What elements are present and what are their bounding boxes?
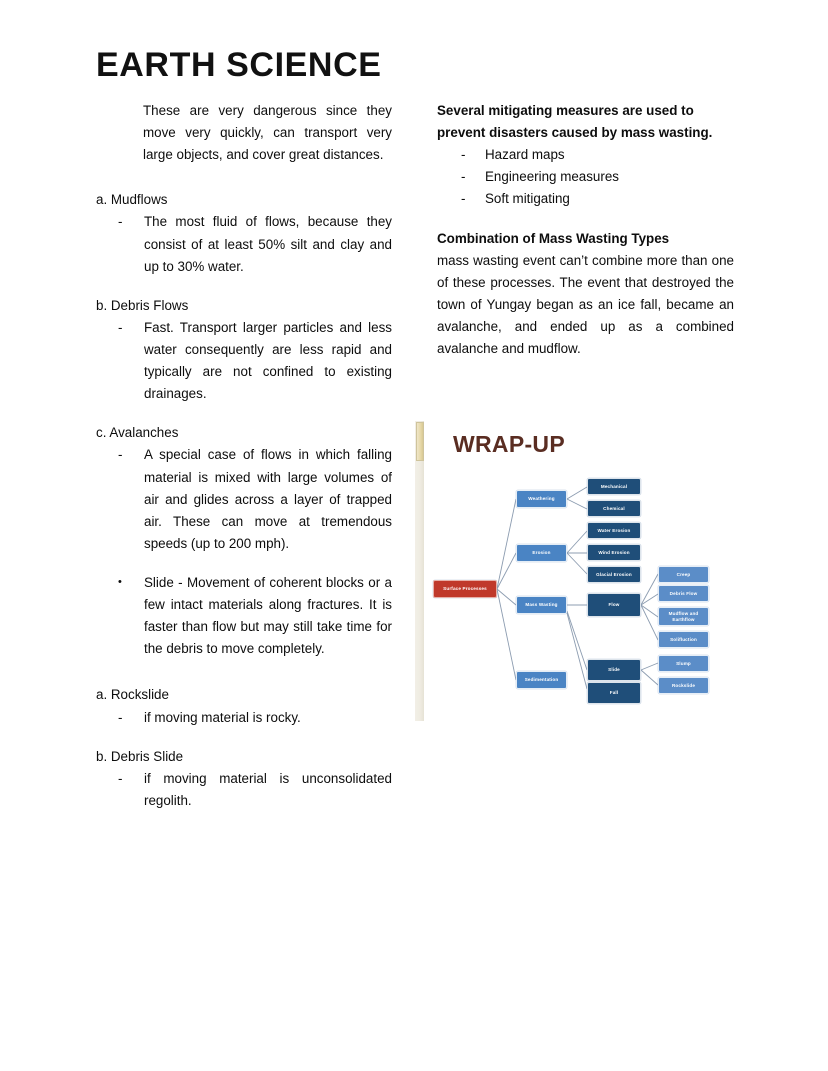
list-item-text: Engineering measures (485, 169, 619, 185)
spacer (96, 172, 392, 189)
section-heading-avalanches: c. Avalanches (96, 425, 179, 441)
node-glacial-erosion: Glacial Erosion (587, 566, 641, 583)
node-rockslide: Rockslide (658, 677, 709, 694)
intro-paragraph: These are very dangerous since they move very quickly, can transport very large objects, and cover great distances. (143, 103, 392, 163)
list-item-text: Slide - Movement of coherent blocks or a few intact materials along fractures. It is faster than flow but may still take time for the debris to move completely. (144, 574, 392, 657)
node-debris-flow: Debris Flow (658, 585, 709, 602)
list-item-slide (96, 572, 392, 660)
dash-marker: - (118, 447, 123, 463)
page-title: EARTH SCIENCE (96, 46, 382, 84)
mitigation-heading: Several mitigating measures are used to prevent disasters caused by mass wasting. (437, 103, 713, 141)
section-heading-mudflows: a. Mudflows (96, 192, 168, 208)
slide-title: WRAP-UP (453, 431, 565, 457)
list-item-text: Soft mitigating (485, 191, 570, 207)
node-slide: Slide (587, 659, 641, 681)
dash-marker: - (118, 709, 123, 725)
node-sedimentation: Sedimentation (516, 671, 567, 689)
section-heading-rockslide: a. Rockslide (96, 687, 169, 703)
spacer (96, 555, 392, 572)
spacer (96, 729, 392, 746)
node-mechanical: Mechanical (587, 478, 641, 495)
dash-marker: - (118, 214, 123, 230)
section-heading-debris-flows: b. Debris Flows (96, 297, 189, 313)
node-mass-wasting: Mass Wasting (516, 596, 567, 614)
node-creep: Creep (658, 566, 709, 583)
list-item-text: Fast. Transport larger particles and less water consequently are less rapid and typically are not confined to existing drainages. (144, 319, 392, 402)
spacer (96, 405, 392, 422)
node-solifluction: Solifluction (658, 631, 709, 648)
right-column (437, 100, 734, 366)
list-item-text: The most fluid of flows, because they consist of at least 50% silt and clay and up to 30% water. (144, 214, 392, 274)
list-item (96, 317, 392, 405)
list-item (96, 211, 392, 277)
node-slump: Slump (658, 655, 709, 672)
node-erosion: Erosion (516, 544, 567, 562)
dash-marker: - (118, 319, 123, 335)
node-chemical: Chemical (587, 500, 641, 517)
surface-processes-flowchart (415, 421, 735, 721)
list-item (96, 707, 392, 729)
node-wind-erosion: Wind Erosion (587, 544, 641, 561)
node-water-erosion: Water Erosion (587, 522, 641, 539)
combination-heading: Combination of Mass Wasting Types (437, 230, 670, 246)
left-column (96, 100, 392, 812)
node-surface-processes: Surface Processes (433, 580, 497, 598)
section-heading-debris-slide: b. Debris Slide (96, 748, 184, 764)
dash-marker: - (461, 169, 466, 185)
list-item-text: Hazard maps (485, 147, 565, 163)
dash-marker: - (461, 191, 466, 207)
dash-marker: - (461, 147, 466, 163)
node-flow: Flow (587, 593, 641, 617)
list-item (96, 444, 392, 555)
node-mudflow-and-earthflow: Mudflow and Earthflow (658, 607, 709, 626)
node-weathering: Weathering (516, 490, 567, 508)
dash-marker: - (118, 770, 123, 786)
list-item (437, 188, 734, 210)
list-item (437, 144, 734, 166)
list-item (437, 166, 734, 188)
spacer (96, 660, 392, 684)
node-fall: Fall (587, 682, 641, 704)
spacer (437, 211, 734, 228)
combination-body: mass wasting event can’t combine more than one of these processes. The event that destroyed the town of Yungay began as an ice fall, became an avalanche, and ended up as a combined avalanche and mudflow. (437, 252, 734, 357)
list-item (96, 768, 392, 812)
list-item-text: A special case of flows in which falling material is mixed with large volumes of air and glides across a layer of trapped air. These can move at tremendous speeds (up to 200 mph). (144, 447, 392, 551)
mitigation-list (437, 144, 734, 210)
list-item-text: if moving material is rocky. (144, 709, 301, 725)
spacer (96, 278, 392, 295)
bullet-marker: • (118, 575, 122, 588)
wrap-up-slide-image (415, 421, 735, 721)
list-item-text: if moving material is unconsolidated regolith. (144, 770, 392, 808)
